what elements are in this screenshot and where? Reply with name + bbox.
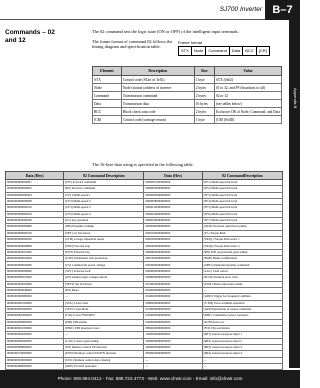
table-cell: 0000000000000001: [6, 180, 64, 186]
table-cell: BCC: [93, 108, 122, 116]
table-cell: 0000000000000040: [6, 218, 64, 224]
column-header: 02 Command Description: [64, 172, 144, 180]
table-cell: [SF6] Multi-speed bit level: [202, 211, 282, 217]
frame-format-diagram: [178, 46, 270, 56]
table-cell: Control code (carriage return): [121, 116, 194, 124]
table-cell: 0000000000080000: [6, 294, 64, 300]
table-row: [93, 108, 282, 116]
table-row: [93, 92, 282, 100]
table-cell: —: [64, 294, 144, 300]
table-cell: [F/R] 3-wire FWD/REV: [64, 313, 144, 319]
table-cell: STX: [93, 76, 122, 84]
table-cell: 0004000000000000: [144, 268, 202, 274]
table-cell: [CF4] Multi-speed 4: [64, 211, 144, 217]
table-cell: [SF5] Multi-speed bit level: [202, 205, 282, 211]
table-cell: 0000040000000000: [144, 218, 202, 224]
table-cell: [SFT] Software lock: [64, 268, 144, 274]
table-cell: Control code (STart of TeXt): [121, 76, 194, 84]
table-cell: 0000000000000002: [6, 186, 64, 192]
table-cell: —: [64, 332, 144, 338]
table-cell: STX (0x02): [214, 76, 281, 84]
table-cell: 0100000000000000: [144, 306, 202, 312]
table-cell: [TRQ1] Torque limit select 1: [202, 237, 282, 243]
table-cell: [CF3] Multi-speed 3: [64, 205, 144, 211]
table-cell: [SET3] Set 3rd motor: [64, 281, 144, 287]
page-header-title: SJ700 Inverter: [219, 6, 262, 13]
table-cell: 0001000000000000: [144, 256, 202, 262]
table-cell: 8000000000000000: [144, 351, 202, 357]
table-cell: 0000800000000000: [144, 249, 202, 255]
data-string-paragraph: The 16-byte data string is specified in the following table.: [92, 162, 194, 167]
column-header: Data (Hex): [144, 172, 202, 180]
table-row: [93, 84, 282, 92]
table-cell: 0000000000200000: [6, 306, 64, 312]
column-header: 02 CommandDescription: [202, 172, 282, 180]
frame-cell: Data: [230, 47, 243, 55]
table-cell: [ADD] Trigger for frequency addition: [202, 294, 282, 300]
table-cell: Exclusive OR of Node, Command, and Data: [215, 109, 280, 114]
table-cell: [USP] Unattended start protection: [64, 256, 144, 262]
table-cell: 0000000000002000: [6, 256, 64, 262]
table-cell: 02 or 12: [214, 92, 281, 100]
table-cell: —: [202, 357, 282, 363]
table-cell: 1 byte: [194, 116, 214, 124]
table-cell: [CF1] Multi-speed 1: [64, 192, 144, 198]
table-cell: 0000000000008000: [6, 268, 64, 274]
table-cell: 0000000000000200: [6, 237, 64, 243]
table-cell: 0800000000000000: [144, 325, 202, 331]
section-title: Commands – 02 and 12: [5, 29, 55, 44]
table-cell: [ORT] Orientation (home) command: [202, 262, 282, 268]
table-cell: 0000100000000000: [144, 230, 202, 236]
table-cell: 0000000008000000: [6, 344, 64, 350]
table-cell: Transmission command: [121, 92, 194, 100]
table-cell: [STAT] Pulse train input enable: [202, 281, 282, 287]
table-cell: 0000200000000000: [144, 237, 202, 243]
table-cell: 0020000000000000: [144, 287, 202, 293]
column-header: Size: [194, 67, 214, 76]
table-cell: 16 bytes: [194, 100, 214, 108]
command-table: [5, 171, 283, 370]
table-cell: 0000000000040000: [6, 287, 64, 293]
table-cell: [SON] Servo on: [202, 319, 282, 325]
table-row: [93, 116, 282, 124]
frame-paragraph: The frame format of command 02 follows the timing diagram and specification table.: [92, 39, 173, 50]
table-cell: 4000000000000000: [144, 344, 202, 350]
table-cell: [RV] Reverse command: [64, 186, 144, 192]
table-row: [93, 100, 282, 108]
table-cell: Command: [93, 92, 122, 100]
frame-cell: STX: [179, 47, 192, 55]
table-cell: [FRS] Free-run stop: [64, 243, 144, 249]
table-cell: 0000000000000010: [6, 205, 64, 211]
table-cell: 0000000000020000: [6, 281, 64, 287]
table-cell: Data: [93, 100, 122, 108]
table-cell: [MI2] General-purpose input 2: [202, 338, 282, 344]
column-header: Data (Hex): [6, 172, 64, 180]
table-cell: [SF1] Multi-speed bit level: [202, 180, 282, 186]
contact-footer: Phone: 800.894.0412 - Fax: 888.723.4773 - Web: www.clrwtr.com - Email: info@clrwtr.com: [0, 370, 300, 388]
table-cell: 0000000000010000: [6, 275, 64, 281]
table-cell: 2000000000000000: [144, 338, 202, 344]
table-cell: [TL] Torque limit: [202, 230, 282, 236]
table-cell: 0000002000000000: [144, 186, 202, 192]
table-cell: [F-TM] Force terminal operation: [202, 300, 282, 306]
appendix-side-tab: [289, 20, 300, 368]
table-cell: [LAC] LAD cancel: [202, 268, 282, 274]
table-cell: [MI4] General-purpose input 4: [202, 351, 282, 357]
table-cell: 0000000010000000: [6, 351, 64, 357]
table-cell: 0000010000000000: [144, 205, 202, 211]
table-cell: 01 to 32, and FF (broadcast to all): [214, 84, 281, 92]
table-cell: [FW] Forward command: [64, 180, 144, 186]
table-cell: 0000020000000000: [144, 211, 202, 217]
table-cell: 0000000000000080: [6, 224, 64, 230]
table-cell: [MI1] General-purpose input 1: [202, 332, 282, 338]
table-cell: [CR]: [93, 116, 122, 124]
table-cell: 0000004000000000: [144, 192, 202, 198]
table-row: [6, 363, 283, 369]
table-cell: [CS] Commercial power change: [64, 262, 144, 268]
table-cell: [UP] Remote control UP function: [64, 344, 144, 350]
table-cell: Block check sum code: [121, 108, 194, 116]
table-cell: 0000000000400000: [6, 313, 64, 319]
table-cell: 0002000000000000: [144, 262, 202, 268]
table-cell: [MI3] General-purpose input 3: [202, 344, 282, 350]
table-cell: 0000000000000004: [6, 192, 64, 198]
table-cell: Node: [93, 84, 122, 92]
spec-table: [92, 66, 282, 124]
appendix-side-label: Appendix B: [293, 88, 298, 109]
table-cell: [ATR] Permission of torque command: [202, 306, 282, 312]
page-number-tab: B–7: [265, 0, 300, 20]
table-cell: [JG] Jog operation: [64, 218, 144, 224]
table-cell: 0000000000000100: [6, 230, 64, 236]
table-cell: 0000000004000000: [6, 338, 64, 344]
table-cell: [PID] PID enable: [64, 319, 144, 325]
table-cell: [CF2] Multi-speed 2: [64, 199, 144, 205]
table-cell: [FOC] Pre-excitation: [202, 325, 282, 331]
table-cell: 0008000000000000: [144, 275, 202, 281]
table-cell: —: [202, 287, 282, 293]
table-cell: [SET] set 2nd motor: [64, 230, 144, 236]
table-cell: [UDC] Remote control data clearing: [64, 357, 144, 363]
table-cell: 0400000000000000: [144, 319, 202, 325]
table-cell: 0000000020000000: [6, 357, 64, 363]
table-cell: 0000001000000000: [144, 180, 202, 186]
table-cell: [SF2] Multi-speed bit level: [202, 186, 282, 192]
table-cell: 0000000000100000: [6, 300, 64, 306]
table-cell: [CAS] Control gain setting: [64, 338, 144, 344]
table-cell: 0000008000000000: [144, 199, 202, 205]
table-cell: [OPE] Forcible operation: [64, 363, 144, 369]
table-cell: 0040000000000000: [144, 294, 202, 300]
table-cell: [CR] (0x0D): [214, 116, 281, 124]
table-cell: 0000400000000000: [144, 243, 202, 249]
column-header: Description: [121, 67, 194, 76]
frame-format-label: Frame format: [178, 40, 203, 45]
table-cell: [KHC] Cumulative power clearance: [202, 313, 282, 319]
table-cell: 2 bytes: [194, 92, 214, 100]
table-cell: [SF3] Multi-speed bit level: [202, 192, 282, 198]
table-cell: 0000000000800000: [6, 319, 64, 325]
table-cell: 0000080000000000: [144, 224, 202, 230]
table-cell: 0000000000000800: [6, 243, 64, 249]
frame-cell: Node: [192, 47, 207, 55]
table-cell: [RS] Reset: [64, 287, 144, 293]
table-cell: [SF4] Multi-speed bit level: [202, 199, 282, 205]
frame-cell: [CR]: [258, 48, 267, 53]
table-cell: (see tables below): [214, 100, 281, 108]
table-cell: 0000000002000000: [6, 332, 64, 338]
table-cell: —: [202, 363, 282, 369]
table-row: [93, 76, 282, 84]
table-cell: [DB] Dynamic braking: [64, 224, 144, 230]
table-cell: 0000000000001000: [6, 249, 64, 255]
table-cell: 0080000000000000: [144, 300, 202, 306]
table-cell: —: [144, 363, 202, 369]
table-cell: —: [144, 357, 202, 363]
table-cell: 0010000000000000: [144, 281, 202, 287]
table-cell: [AT] Analog input voltage/current: [64, 275, 144, 281]
table-cell: Node (station) address of inverter: [121, 84, 194, 92]
table-cell: 2 bytes: [194, 84, 214, 92]
column-header: Element: [93, 67, 122, 76]
table-cell: 0000000000004000: [6, 262, 64, 268]
table-cell: 1 byte: [194, 76, 214, 84]
column-header: Value: [214, 67, 281, 76]
table-cell: [BOK] Brake confirmation: [202, 256, 282, 262]
table-cell: [STA] 3-wire Start: [64, 300, 144, 306]
table-cell: 0200000000000000: [144, 313, 202, 319]
table-cell: 0000000000000008: [6, 199, 64, 205]
table-cell: [OLR] Overload restriction setting: [202, 224, 282, 230]
table-cell: 0000000080000000: [6, 363, 64, 369]
table-cell: Transmission data: [121, 100, 194, 108]
table-cell: 2 bytes: [194, 108, 214, 116]
table-cell: 0000000001000000: [6, 325, 64, 331]
table-cell: [DWN] Remote control DOWN function: [64, 351, 144, 357]
table-cell: [2CH] 2-stage adjustable speed: [64, 237, 144, 243]
table-cell: [PCLR] Position error clear: [202, 275, 282, 281]
table-cell: [STP] 3-wire Hold: [64, 306, 144, 312]
table-cell: 1000000000000000: [144, 332, 202, 338]
table-cell: [PIDC] PID integrator reset: [64, 325, 144, 331]
intro-paragraph: The 02 command sets the logic state (ON or OFF) of the intelligent input terminals.: [92, 29, 239, 34]
frame-cell: BCC: [243, 47, 256, 55]
table-cell: [SF7] Multi-speed bit level: [202, 218, 282, 224]
table-cell: [TRQ2] Torque limit select 2: [202, 243, 282, 249]
table-cell: [PPI] P/PI proportional gain setting: [202, 249, 282, 255]
frame-cell: Command: [206, 47, 229, 55]
header-rule: [0, 19, 265, 20]
table-cell: 0000000000000020: [6, 211, 64, 217]
table-cell: [EXT] External trip: [64, 249, 144, 255]
